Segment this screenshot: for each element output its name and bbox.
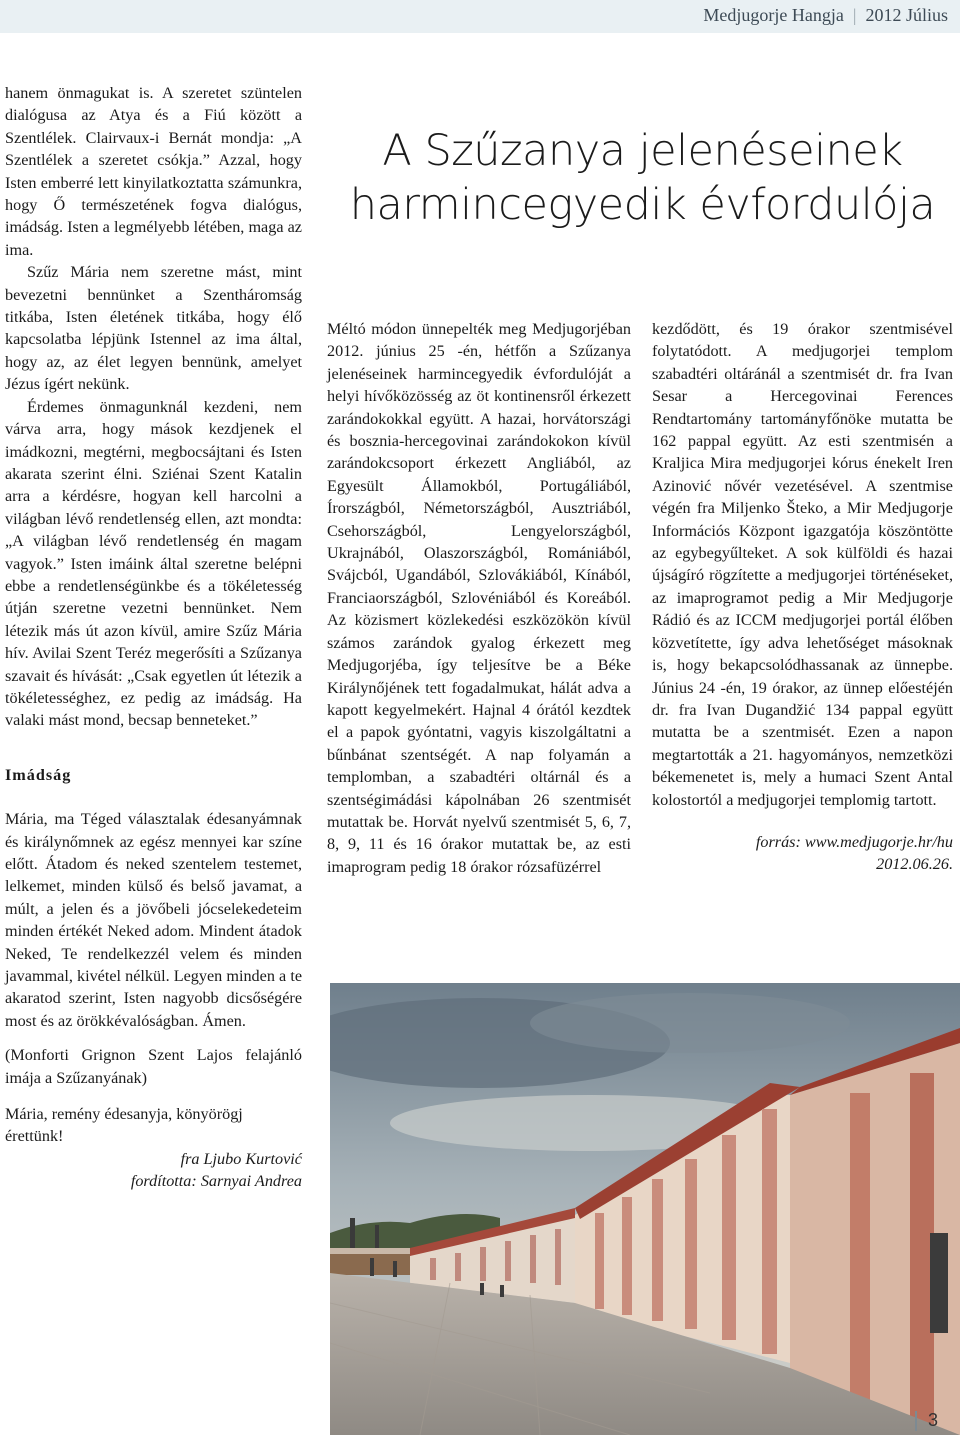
prayer-attribution: (Monforti Grignon Szent Lajos felajánló imája a Szűzanyának)	[5, 1046, 302, 1087]
prayer-title: Imádság	[5, 765, 72, 784]
article-text-continued: kezdődött, és 19 órakor szentmisével folytatódott. A medjugorjei templom szabadtéri oltáránál a szentmisét dr. fra Ivan Sesar a Hercegovinai Ferences Rendtartomány tartományfőnöke mutatta be 162 pappal együtt. Az esti szentmisén a Kraljica Mira medjugorjei kórus énekelt Iren Azinović nővér vezetésével. A szentmise végén fra Miljenko Šteko, a Mir Medjugorje Információs Központ igazgatója köszöntötte az egybegyűlteket. A sok külföldi és hazai újságíró rögzítette a medjugorjei történéseket, az imaprogramot pedig a Mir Medjugorje Rádió és az ICCM medjugorjei portál élőben közvetítette, így adva lehetőséget másoknak is, hogy bekapcsolódhassanak az ünnepbe. Június 24 -én, 19 órakor, az ünnep előestéjén dr. fra Ivan Dugandžić 134 pappal együtt mutatta be a szentmisét. Ezen a napon megtartották a 21. hagyományos, nemzetközi békemenetet is, mely a humaci Szent Antal kolostortól a medjugorjei templomig tartott.	[652, 320, 953, 809]
paragraph: Érdemes önmagunknál kezdeni, nem várva arra, hogy mások kezdjenek el imádkozni, megtérni, megbocsájtani és Isten akarata szerint élni. Sziénai Szent Katalin arra a kérdésre, hogyan kell harcolni a világban lévő rendetlenség ellen, azt mondta: „A világban lévő rendetlenség én magam vagyok.” Isten imáink által szeretne belépni ebbe a rendetlenségünkbe és a tökéletesség útján szeretne vezetni bennünket. Nem létezik más út azon kívül, amire Szűz Mária hív. Avilai Szent Teréz megerősíti a Szűzanya szavait és hívását: „Csak egyetlen út létezik a tökéletességhez, ez pedig az imádság. Ha valaki mást mond, becsap benneteket.”	[5, 397, 302, 730]
article-headline: A Szűzanya jelenéseinek harmincegyedik évfordulója	[349, 126, 936, 230]
running-header	[703, 5, 948, 26]
middle-column	[327, 318, 631, 878]
paragraph: hanem önmagukat is. A szeretet szüntelen dialógusa az Atya és a Fiú között a Szentlélek. Clairvaux-i Bernát mondja: „A Szentlélek a szeretet csókja.” Azzal, hogy Isten emberré lett kinyilatkoztatta számunkra, hogy Ő természetének fogva dialógus, imádság. Isten a legmélyebb létében, maga az ima.	[5, 84, 302, 259]
source-link: forrás: www.medjugorje.hr/hu	[755, 832, 953, 851]
author: fra Ljubo Kurtović	[180, 1149, 302, 1168]
header-separator: |	[852, 5, 857, 25]
right-column	[652, 318, 953, 876]
page-number-divider	[915, 1411, 917, 1431]
paragraph: Szűz Mária nem szeretne mást, mint bevezetni bennünket a Szentháromság titkába, Isten életének titkába, hogy élő kapcsolatba lépjünk Istennel az ima által, hogy az, az élet legyen bennünk, amelyet Jézus ígért nekünk.	[5, 263, 302, 394]
left-column	[5, 82, 302, 1193]
plaza-photo	[330, 983, 960, 1435]
publication-name: Medjugorje Hangja	[703, 5, 844, 25]
issue-date: 2012 Július	[865, 5, 948, 25]
article-date: 2012.06.26.	[876, 855, 953, 874]
translator: fordította: Sarnyai Andrea	[130, 1172, 302, 1191]
page-number: 3	[927, 1410, 938, 1430]
prayer-text: Mária, ma Téged választalak édesanyámnak és királynőmnek az egész mennyei kar színe előtt. Átadom és neked szentelem testemet, lelkemet, minden külső és belső javamat, a múlt, a jelen és a jövőbeli jócselekedeteim minden értékét Neked adom. Mindent átadok Neked, Te rendelkezzél velem és minden javammal, kivétel nélkül. Legyen minden a te akaratod szerint, Isten nagyobb dicsőségére most és az örökkévalóságban. Ámen.	[5, 810, 302, 1030]
closing-line: Mária, remény édesanyja, könyörögj érettünk!	[5, 1105, 243, 1146]
article-text: Méltó módon ünnepelték meg Medjugorjéban 2012. június 25 -én, hétfőn a Szűzanya jelenéseinek harmincegyedik évfordulóját a helyi hívőközösség az öt kontinensről érkezett zarándokokkal együtt. A hazai, horvátországi és bosznia-hercegovinai zarándokokon kívül zarándokcsoport érkezett Angliából, az Egyesült Államokból, Portugáliából, Írországból, Németországból, Ausztriából, Csehországból, Lengyelországból, Ukrajnából, Olaszországból, Romániából, Svájcból, Ugandából, Szlovákiából, Kínából, Franciaországból, Szlovéniából és Koreából. Az közismert közlekedési eszközökön kívül számos zarándok gyalog érkezett meg Medjugorjéba, így teljesítve be a Béke Királynőjének tett fogadalmukat, hálát adva a kapott kegyelmekért. Hajnal 4 órától kezdtek el a papok gyóntatni, vagyis kiszolgáltatni a bűnbánat szentségét. A nap folyamán a templomban, a szabadtéri oltárnál és a szentségimádási kápolnában 26 szentmisét mutattak be. Horvát nyelvű szentmisét 5, 6, 7, 8, 9, 11 és 16 órakor mutattak be, az esti imaprogram pedig 18 órakor rózsafüzérrel	[327, 320, 631, 876]
